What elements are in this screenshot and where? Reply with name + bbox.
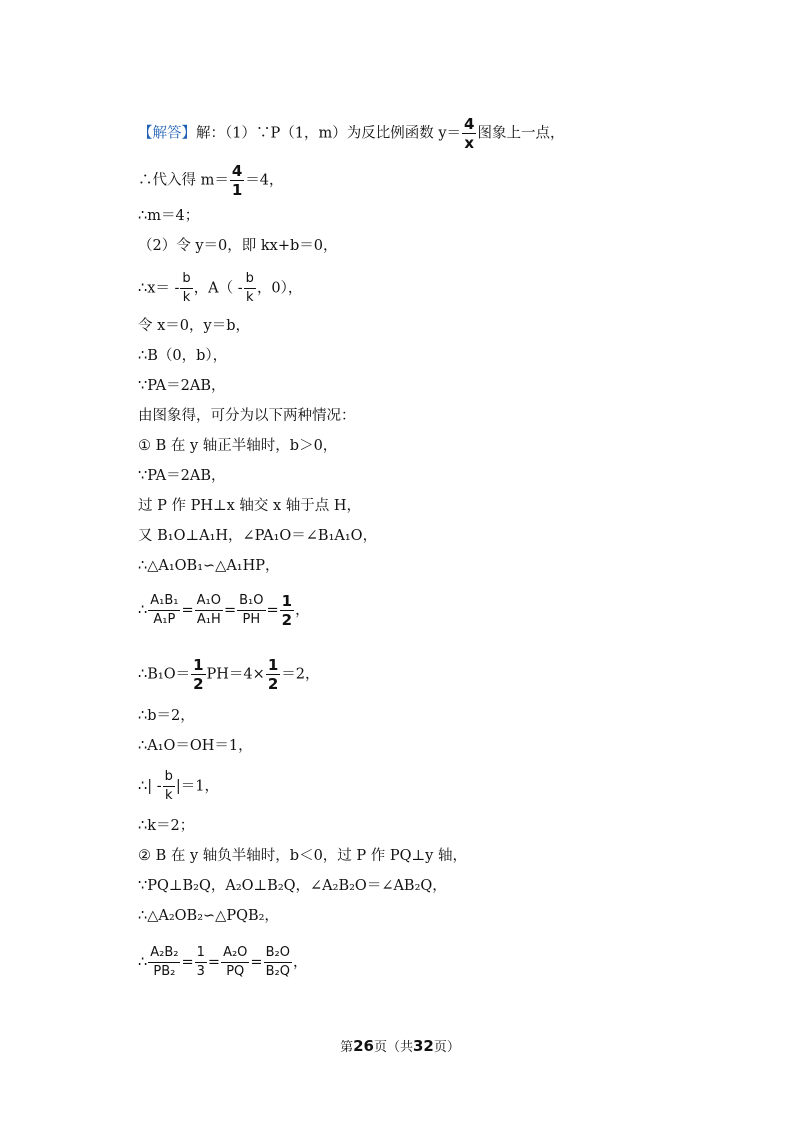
solution-line-17: ∴b＝2， (138, 708, 195, 724)
solution-line-1: 【解答】解：（1）∵P（1，m）为反比例函数 y＝ $\frac{4}{x}$ 图象上一点， (138, 115, 565, 152)
solution-line-12: 过 P 作 PH⊥x 轴交 x 轴于点 H， (138, 498, 362, 514)
fraction: $\frac{\text{B₁O}}{PH}$ (239, 593, 264, 627)
solution-line-20: ∴k＝2； (138, 818, 195, 834)
fraction: $\frac{b}{k}$ (182, 271, 191, 305)
fraction: $\frac{4}{1}$ (231, 162, 243, 199)
fraction: $\frac{\text{A₂B₂}}{\text{PB₂}}$ (150, 945, 179, 979)
solution-line-18: ∴A₁O＝OH＝1， (138, 738, 253, 754)
solution-line-8: ∵PA＝2AB， (138, 378, 226, 394)
fraction: $\frac{b}{k}$ (245, 271, 254, 305)
solution-line-11: ∵PA＝2AB， (138, 468, 226, 484)
solution-line-4: （2）令 y＝0，即 kx+b＝0， (138, 238, 338, 254)
solution-line-24: ∴ $\frac{\text{A₂B₂}}{\text{PB₂}}$ = $\frac{1}{3}$ = $\frac{\text{A₂O}}{PQ}$ = $\frac{\text{B₂O}}{\text{B₂Q}}$ ， (138, 945, 308, 979)
solution-line-2: ∴代入得 m＝ $\frac{4}{1}$ ＝4， (138, 162, 284, 199)
fraction: $\frac{4}{x}$ (464, 115, 475, 152)
fraction: $\frac{b}{k}$ (164, 769, 173, 803)
fraction: $\frac{1}{2}$ (267, 656, 279, 693)
fraction: $\frac{1}{3}$ (196, 945, 205, 979)
solution-line-7: ∴B（0，b）， (138, 348, 228, 364)
solution-line-6: 令 x＝0，y＝b， (138, 318, 250, 334)
solution-line-23: ∴△A₂OB₂∽△PQB₂， (138, 908, 279, 924)
solution-line-5: ∴x＝ - $\frac{b}{k}$ ，A（ - $\frac{b}{k}$ ，0）， (138, 271, 303, 305)
page-number: 26 (353, 1037, 374, 1055)
solution-line-21: ② B 在 y 轴负半轴时，b＜0，过 P 作 PQ⊥y 轴， (138, 848, 467, 864)
solution-line-14: ∴△A₁OB₁∽△A₁HP， (138, 558, 280, 574)
solution-line-15: ∴ $\frac{\text{A₁B₁}}{\text{A₁P}}$ = $\frac{\text{A₁O}}{\text{A₁H}}$ = $\frac{\text{B₁O}}{PH}$ = $\frac{1}{2}$ ， (138, 592, 310, 629)
page-total: 32 (413, 1037, 434, 1055)
solution-line-9: 由图象得，可分为以下两种情况： (138, 408, 356, 424)
solution-line-10: ① B 在 y 轴正半轴时，b＞0， (138, 438, 338, 454)
solution-line-13: 又 B₁O⊥A₁H，∠PA₁O＝∠B₁A₁O， (138, 528, 378, 544)
solution-line-16: ∴B₁O＝ $\frac{1}{2}$ PH＝4× $\frac{1}{2}$ ＝2， (138, 656, 320, 693)
fraction: $\frac{\text{A₂O}}{PQ}$ (223, 945, 248, 979)
fraction: $\frac{\text{A₁B₁}}{\text{A₁P}}$ (150, 593, 179, 627)
solution-line-19: ∴| - $\frac{b}{k}$ |＝1， (138, 769, 220, 803)
fraction: $\frac{\text{B₂O}}{\text{B₂Q}}$ (265, 945, 290, 979)
solution-line-22: ∵PQ⊥B₂Q，A₂O⊥B₂Q，∠A₂B₂O＝∠AB₂Q， (138, 878, 447, 894)
fraction: $\frac{1}{2}$ (193, 656, 204, 693)
answer-tag: 【解答】 (138, 125, 196, 142)
fraction: $\frac{\text{A₁O}}{\text{A₁H}}$ (196, 593, 221, 627)
solution-line-3: ∴m＝4； (138, 208, 200, 224)
fraction: $\frac{1}{2}$ (281, 592, 293, 629)
page-footer: 第26页（共32页） (340, 1037, 460, 1055)
